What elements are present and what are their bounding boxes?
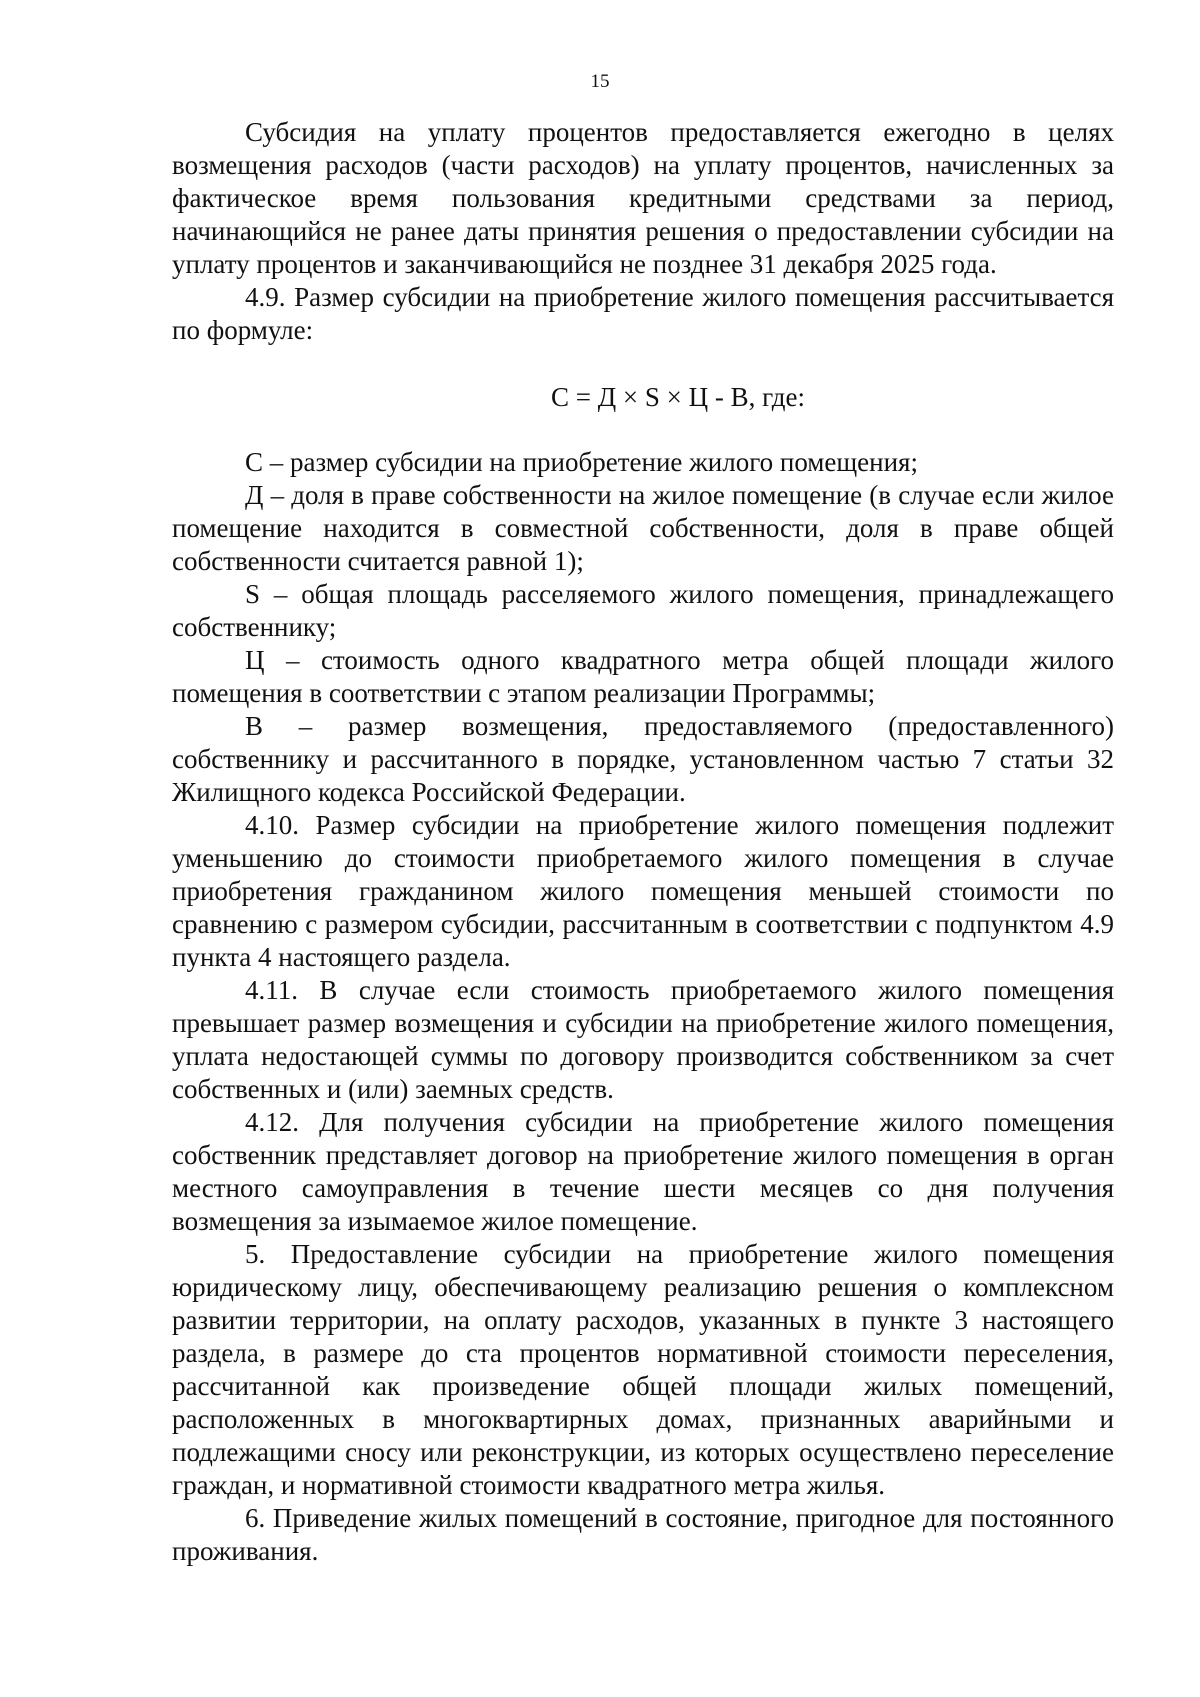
definition-ts: Ц – стоимость одного квадратного метра общей площади жилого помещения в соответствии с этапом реализации Программы;	[172, 645, 1114, 708]
paragraph-subsidy-interest: Субсидия на уплату процентов предоставляется ежегодно в целях возмещения расходов (части расходов) на уплату процентов, начисленных за фактическое время пользования кредитными средствами за период, начинающийся не ранее даты принятия решения о предоставлении субсидии на уплату процентов и заканчивающийся не позднее 31 декабря 2025 года.	[172, 117, 1114, 279]
paragraph-4-11: 4.11. В случае если стоимость приобретаемого жилого помещения превышает размер возмещения и субсидии на приобретение жилого помещения, уплата недостающей суммы по договору производится собственником за счет собственных и (или) заемных средств.	[172, 975, 1114, 1104]
subsidy-formula: С = Д × S × Ц - В, где:	[550, 382, 806, 412]
definition-s: S – общая площадь расселяемого жилого помещения, принадлежащего собственнику;	[172, 579, 1114, 642]
definition-c: С – размер субсидии на приобретение жилого помещения;	[245, 447, 918, 477]
paragraph-5: 5. Предоставление субсидии на приобретение жилого помещения юридическому лицу, обеспечивающему реализацию решения о комплексном развитии территории, на оплату расходов, указанных в пункте 3 настоящего раздела, в размере до ста процентов нормативной стоимости переселения, рассчитанной как произведение общей площади жилых помещений, расположенных в многоквартирных домах, признанных аварийными и подлежащими сносу или реконструкции, из которых осуществлено переселение граждан, и нормативной стоимости квадратного метра жилья.	[172, 1239, 1114, 1500]
document-body	[172, 116, 1114, 1568]
paragraph-6: 6. Приведение жилых помещений в состояние, пригодное для постоянного проживания.	[172, 1503, 1114, 1566]
definition-v: В – размер возмещения, предоставляемого (предоставленного) собственнику и рассчитанного в порядке, установленном частью 7 статьи 32 Жилищного кодекса Российской Федерации.	[172, 711, 1114, 807]
page-number: 15	[590, 71, 610, 92]
paragraph-4-9: 4.9. Размер субсидии на приобретение жилого помещения рассчитывается по формуле:	[172, 282, 1114, 345]
paragraph-4-12: 4.12. Для получения субсидии на приобретение жилого помещения собственник представляет договор на приобретение жилого помещения в орган местного самоуправления в течение шести месяцев со дня получения возмещения за изымаемое жилое помещение.	[172, 1107, 1114, 1236]
paragraph-4-10: 4.10. Размер субсидии на приобретение жилого помещения подлежит уменьшению до стоимости приобретаемого жилого помещения в случае приобретения гражданином жилого помещения меньшей стоимости по сравнению с размером субсидии, рассчитанным в соответствии с подпунктом 4.9 пункта 4 настоящего раздела.	[172, 810, 1114, 972]
definition-d: Д – доля в праве собственности на жилое помещение (в случае если жилое помещение находится в совместной собственности, доля в праве общей собственности считается равной 1);	[172, 480, 1114, 576]
